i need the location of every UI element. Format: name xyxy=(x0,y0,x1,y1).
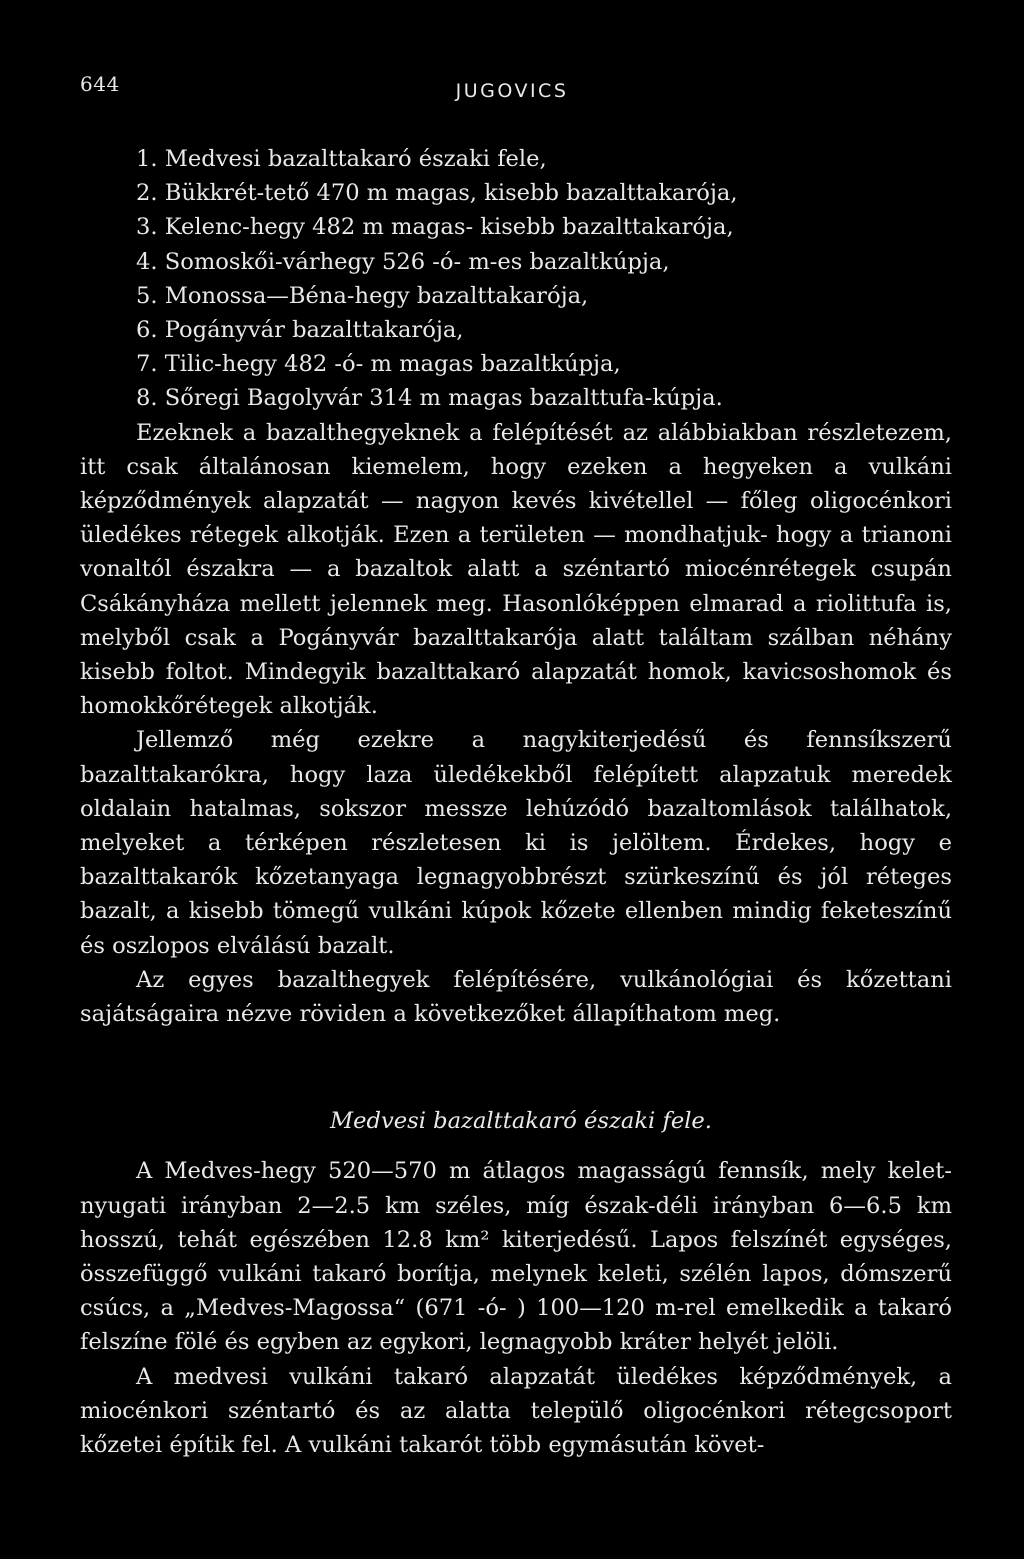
list-item: 6. Pogányvár bazalttakarója, xyxy=(136,316,464,343)
basalt-sites-list xyxy=(136,142,952,416)
list-item: 5. Monossa—Béna-hegy bazalttakarója, xyxy=(136,282,589,309)
list-item: 7. Tilic-hegy 482 -ó- m magas bazaltkúpja, xyxy=(136,351,621,378)
list-item: 2. Bükkrét-tető 470 m magas, kisebb bazalttakarója, xyxy=(136,180,738,207)
list-item: 4. Somoskői-várhegy 526 -ó- m-es bazaltkúpja, xyxy=(136,248,670,275)
list-item: 1. Medvesi bazalttakaró északi fele, xyxy=(136,146,547,172)
list-item: 8. Sőregi Bagolyvár 314 m magas bazalttufa-kúpja. xyxy=(136,385,723,412)
paragraph: Az egyes bazalthegyek felépítésére, vulkánológiai és kőzettani sajátságaira nézve röviden a következőket állapíthatom meg. xyxy=(80,966,952,1027)
running-head: JUGOVICS xyxy=(455,80,569,102)
paragraph: A Medves-hegy 520—570 m átlagos magasságú fennsík, mely kelet-nyugati irányban 2—2.5 km széles, míg észak-déli irányban 6—6.5 km hosszú, tehát egészében 12.8 km² kiterjedésű. Lapos felszínét egységes, összefüggő vulkáni takaró borítja, melynek keleti, szélén lapos, dómszerű csúcs, a „Medves-Magossa“ (671 -ó- ) 100—120 m-rel emelkedik a takaró felszíne fölé és egyben az egykori, legnagyobb kráter helyét jelöli. xyxy=(80,1158,952,1356)
page-number: 644 xyxy=(80,72,120,96)
body-text xyxy=(80,142,952,1462)
list-item: 3. Kelenc-hegy 482 m magas- kisebb bazalttakarója, xyxy=(136,214,734,241)
paragraph: Jellemző még ezekre a nagykiterjedésű és fennsíkszerű bazalttakarókra, hogy laza üledékekből felépített alapzatuk meredek oldalain hatalmas, sokszor messze lehúzódó bazaltomlások találhatok, melyeket a térképen részletesen ki is jelöltem. Érdekes, hogy e bazalttakarók kőzetanyaga legnagyobbrészt szürkeszínű és jól réteges bazalt, a kisebb tömegű vulkáni kúpok kőzete ellenben mindig feketeszínű és oszlopos elválású bazalt. xyxy=(80,727,952,959)
section-heading: Medvesi bazalttakaró északi fele. xyxy=(330,1108,712,1135)
paragraph: Ezeknek a bazalthegyeknek a felépítését az alábbiakban részletezem, itt csak általánosan kiemelem, hogy ezeken a hegyeken a vulkáni képződmények alapzatát — nagyon kevés kivétellel — főleg oligocénkori üledékes rétegek alkotják. Ezen a területen — mondhatjuk- hogy a trianoni vonaltól északra — a bazaltok alatt a széntartó miocénrétegek csupán Csákányháza mellett jelennek meg. Hasonlóképpen elmarad a riolittufa is, melyből csak a Pogányvár bazalttakarója alatt találtam szálban néhány kisebb foltot. Mindegyik bazalttakaró alapzatát homok, kavicsoshomok és homokkőrétegek alkotják. xyxy=(80,419,952,720)
paragraph: A medvesi vulkáni takaró alapzatát üledékes képződmények, a miocénkori széntartó és az alatta települő oligocénkori rétegcsoport kőzetei építik fel. A vulkáni takarót több egymásután követ- xyxy=(80,1363,952,1458)
